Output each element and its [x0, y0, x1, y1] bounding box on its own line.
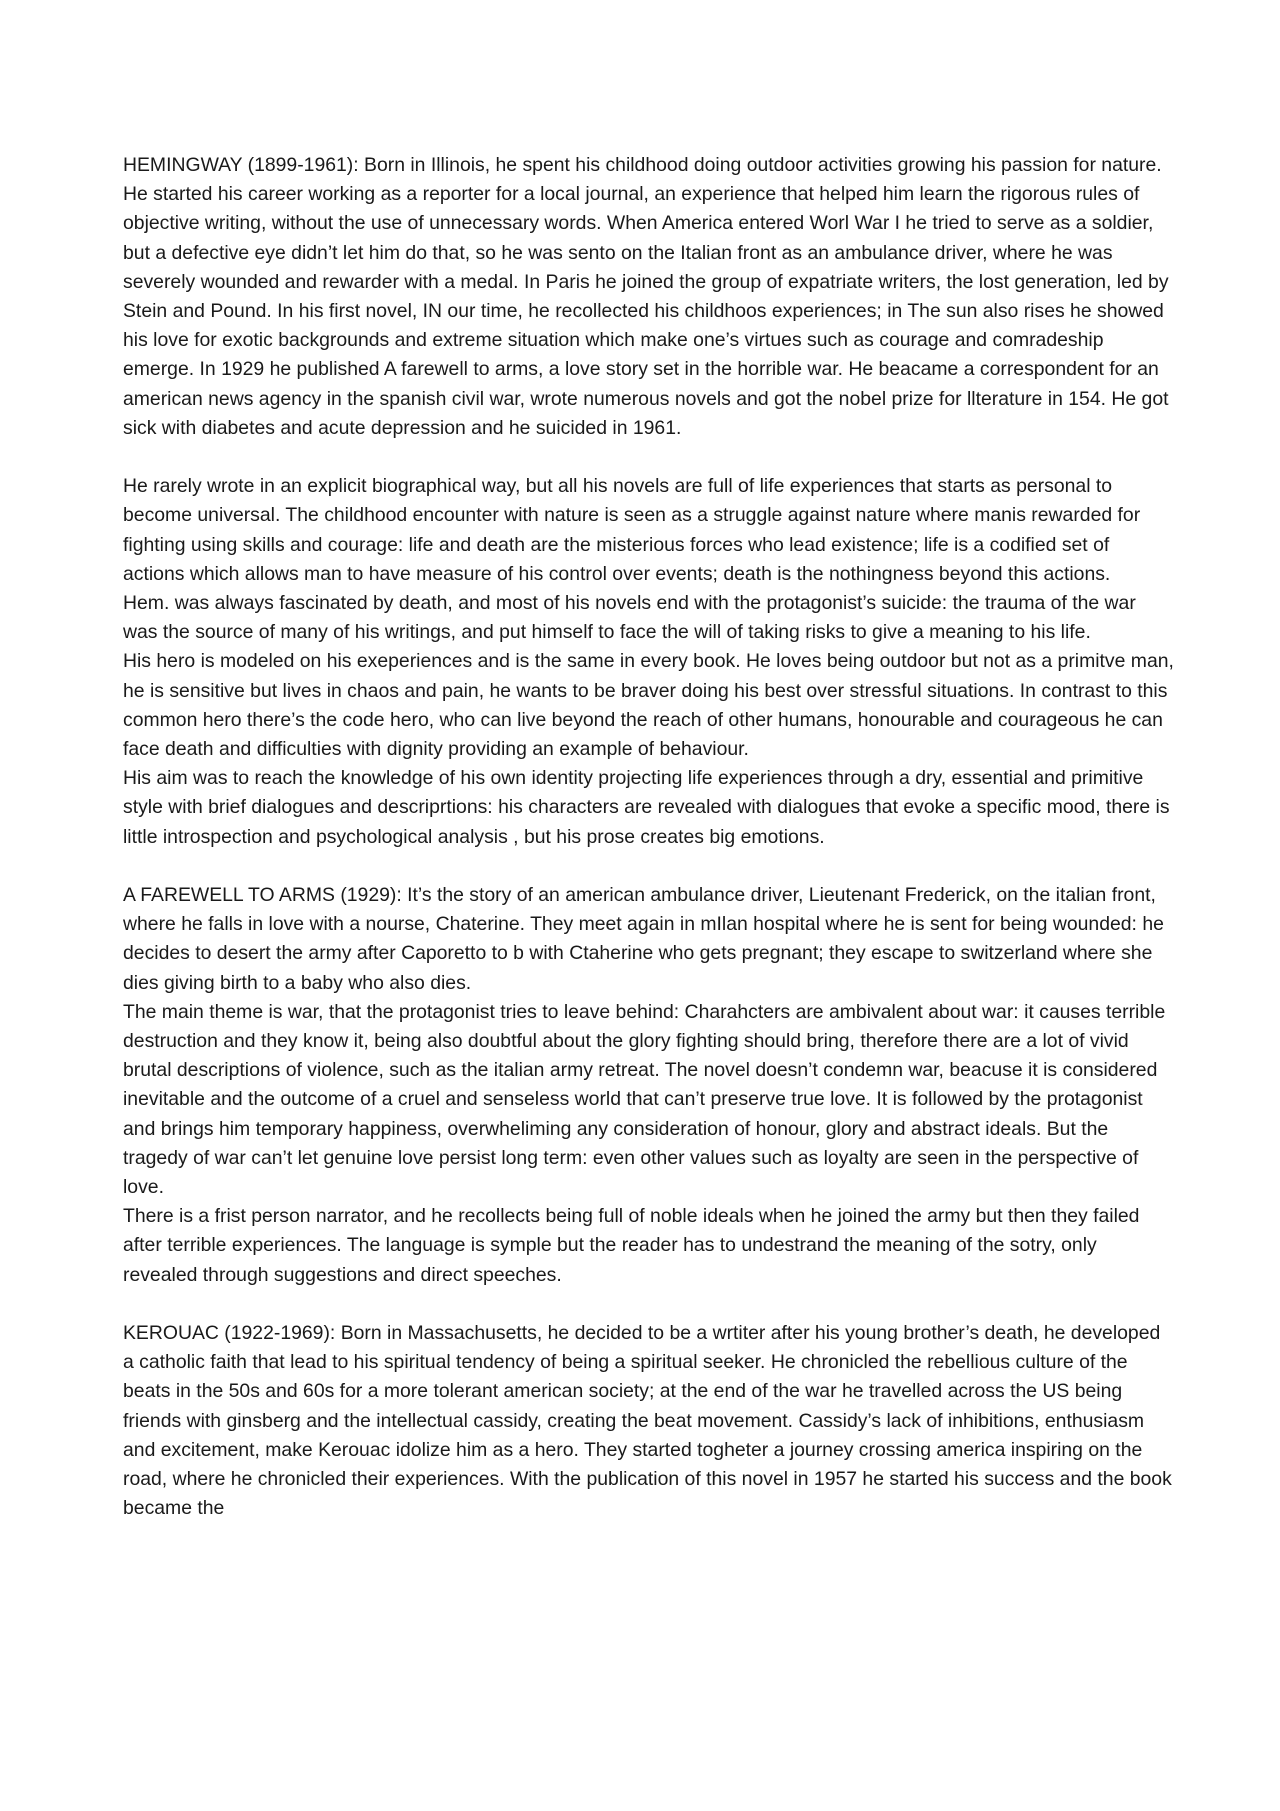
paragraph-gap	[123, 852, 1175, 881]
section-kerouac-bio	[123, 1319, 1175, 1523]
section-farewell-to-arms	[123, 881, 1175, 1290]
paragraph-themes-style: His aim was to reach the knowledge of his own identity projecting life experiences through a dry, essential and primitive style with brief dialogues and descriprtions: his characters are revealed with dialogues that evoke a specific mood, there is little introspection and psychological analysis , but his prose creates big emotions.	[123, 767, 1170, 848]
paragraph-farewell-plot: A FAREWELL TO ARMS (1929): It’s the story of an american ambulance driver, Lieutenant Frederick, on the italian front, where he falls in love with a nourse, Chaterine. They meet again in mIlan hospital where he is sent for being wounded: he decides to desert the army after Caporetto to b with Ctaherine who gets pregnant; they escape to switzerland where she dies giving birth to a baby who also dies.	[123, 884, 1164, 994]
section-hemingway-bio	[123, 151, 1175, 443]
paragraph-gap	[123, 1290, 1175, 1319]
paragraph-themes-hero: His hero is modeled on his exeperiences and is the same in every book. He loves being outdoor but not as a primitve man, he is sensitive but lives in chaos and pain, he wants to be braver doing his best over stressful situations. In contrast to this common hero there’s the code hero, who can live beyond the reach of other humans, honourable and courageous he can face death and difficulties with dignity providing an example of behaviour.	[123, 650, 1174, 761]
paragraph-farewell-narrator: There is a frist person narrator, and he recollects being full of noble ideals when he joined the army but then they failed after terrible experiences. The language is symple but the reader has to undestrand the meaning of the sotry, only revealed through suggestions and direct speeches.	[123, 1205, 1140, 1286]
document-page	[123, 151, 1175, 1524]
section-hemingway-themes	[123, 472, 1175, 852]
paragraph-kerouac-bio: KEROUAC (1922-1969): Born in Massachusetts, he decided to be a wrtiter after his young brother’s death, he developed a catholic faith that lead to his spiritual tendency of being a spiritual seeker. He chronicled the rebellious culture of the beats in the 50s and 60s for a more tolerant american society; at the end of the war he travelled across the US being friends with ginsberg and the intellectual cassidy, creating the beat movement. Cassidy’s lack of inhibitions, enthusiasm and excitement, make Kerouac idolize him as a hero. They started togheter a journey crossing america inspiring on the road, where he chronicled their experiences. With the publication of this novel in 1957 he started his success and the book became the	[123, 1322, 1172, 1520]
paragraph-themes-life-death: He rarely wrote in an explicit biographical way, but all his novels are full of life experiences that starts as personal to become universal. The childhood encounter with nature is seen as a struggle against nature where manis rewarded for fighting using skills and courage: life and death are the misterious forces who lead existence; life is a codified set of actions which allows man to have measure of his control over events; death is the nothingness beyond this actions.	[123, 475, 1141, 585]
paragraph-themes-death-fascination: Hem. was always fascinated by death, and most of his novels end with the protagonist’s suicide: the trauma of the war was the source of many of his writings, and put himself to face the will of taking risks to give a meaning to his life.	[123, 592, 1136, 644]
paragraph-gap	[123, 443, 1175, 472]
paragraph-hemingway-bio: HEMINGWAY (1899-1961): Born in Illinois, he spent his childhood doing outdoor activities growing his passion for nature. He started his career working as a reporter for a local journal, an experience that helped him learn the rigorous rules of objective writing, without the use of unnecessary words. When America entered Worl War I he tried to serve as a soldier, but a defective eye didn’t let him do that, so he was sento on the Italian front as an ambulance driver, where he was severely wounded and rewarder with a medal. In Paris he joined the group of expatriate writers, the lost generation, led by Stein and Pound. In his first novel, IN our time, he recollected his childhoos experiences; in The sun also rises he showed his love for exotic backgrounds and extreme situation which make one’s virtues such as courage and comradeship emerge. In 1929 he published A farewell to arms, a love story set in the horrible war. He beacame a correspondent for an american news agency in the spanish civil war, wrote numerous novels and got the nobel prize for llterature in 154. He got sick with diabetes and acute depression and he suicided in 1961.	[123, 154, 1169, 439]
paragraph-farewell-theme: The main theme is war, that the protagonist tries to leave behind: Charahcters are ambivalent about war: it causes terrible destruction and they know it, being also doubtful about the glory fighting should bring, therefore there are a lot of vivid brutal descriptions of violence, such as the italian army retreat. The novel doesn’t condemn war, beacuse it is considered inevitable and the outcome of a cruel and senseless world that can’t preserve true love. It is followed by the protagonist and brings him temporary happiness, overwheliming any consideration of honour, glory and abstract ideals. But the tragedy of war can’t let genuine love persist long term: even other values such as loyalty are seen in the perspective of love.	[123, 1000, 1166, 1199]
